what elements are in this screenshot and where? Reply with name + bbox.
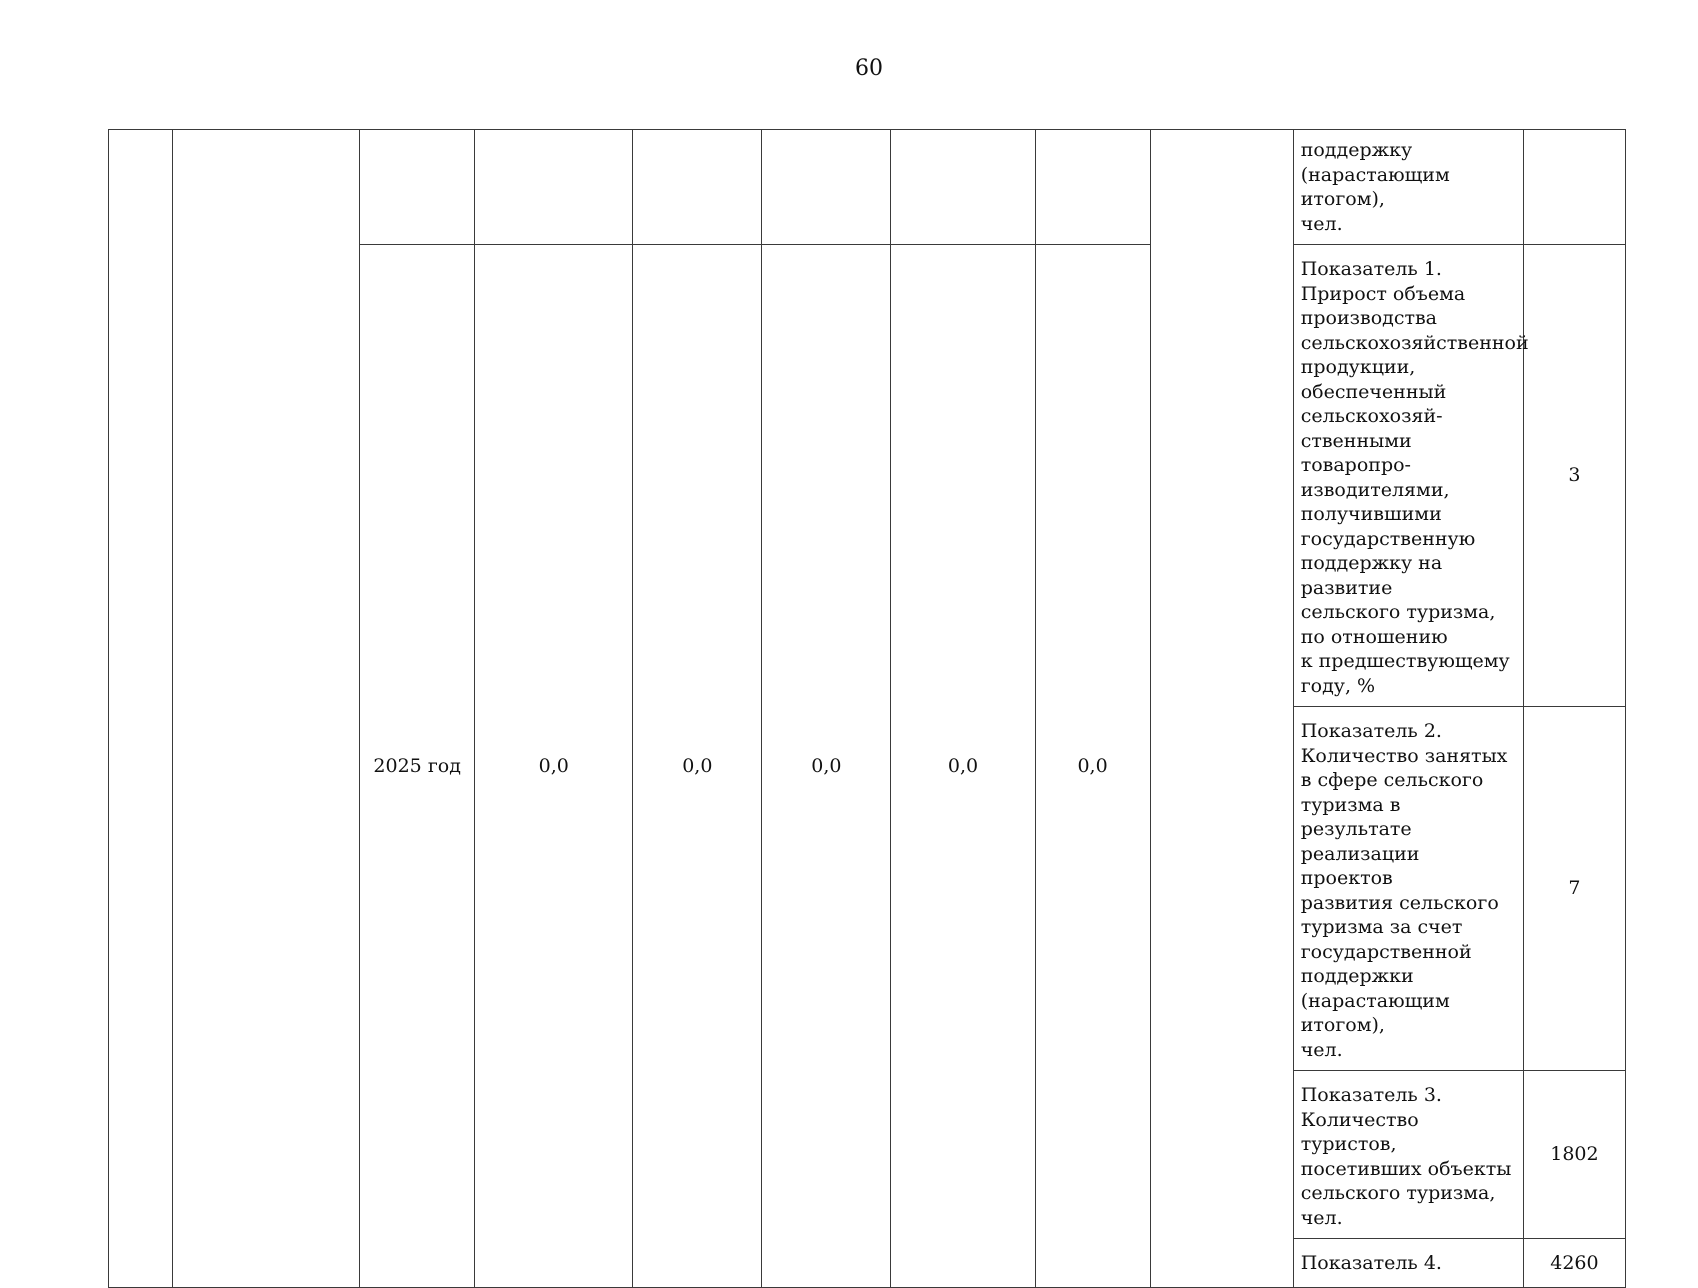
value-cell-prev bbox=[891, 130, 1035, 245]
value-cell-federal: 0,0 bbox=[633, 245, 762, 1288]
executor-cell bbox=[1150, 130, 1293, 1288]
indicator-text-continued: поддержку (нарастающим итогом), чел. bbox=[1293, 130, 1523, 245]
indicator-text-3: Показатель 3. Количество туристов, посетивших объекты сельского туризма, чел. bbox=[1293, 1071, 1523, 1239]
value-cell-prev bbox=[762, 130, 891, 245]
year-cell: 2025 год bbox=[360, 245, 475, 1288]
value-cell-total: 0,0 bbox=[475, 245, 633, 1288]
value-cell-prev bbox=[475, 130, 633, 245]
value-cell-local: 0,0 bbox=[891, 245, 1035, 1288]
indicator-text-1: Показатель 1. Прирост объема производства сельскохозяйственной продукции, обеспеченный сельскохозяй- ственными товаропро- изводителями, получившими государственную поддержку на развитие сельского туризма, по отношению к предшествующему году, % bbox=[1293, 245, 1523, 707]
indicator-text-2: Показатель 2. Количество занятых в сфере сельского туризма в результате реализации проектов развития сельского туризма за счет государственной поддержки (нарастающим итогом), чел. bbox=[1293, 707, 1523, 1071]
indicator-value-2: 7 bbox=[1523, 707, 1625, 1071]
program-table bbox=[108, 129, 1626, 1288]
table-row bbox=[109, 130, 1626, 245]
indicator-value-3: 1802 bbox=[1523, 1071, 1625, 1239]
indicator-value-4: 4260 bbox=[1523, 1239, 1625, 1288]
value-cell-prev bbox=[1035, 130, 1150, 245]
indicator-text-4: Показатель 4. bbox=[1293, 1239, 1523, 1288]
col-name-cell bbox=[173, 130, 360, 1288]
page-number: 60 bbox=[855, 56, 883, 81]
indicator-value-continued bbox=[1523, 130, 1625, 245]
col-number-cell bbox=[109, 130, 173, 1288]
value-cell-prev bbox=[633, 130, 762, 245]
value-cell-other: 0,0 bbox=[1035, 245, 1150, 1288]
year-cell-prev bbox=[360, 130, 475, 245]
indicator-value-1: 3 bbox=[1523, 245, 1625, 707]
value-cell-regional: 0,0 bbox=[762, 245, 891, 1288]
